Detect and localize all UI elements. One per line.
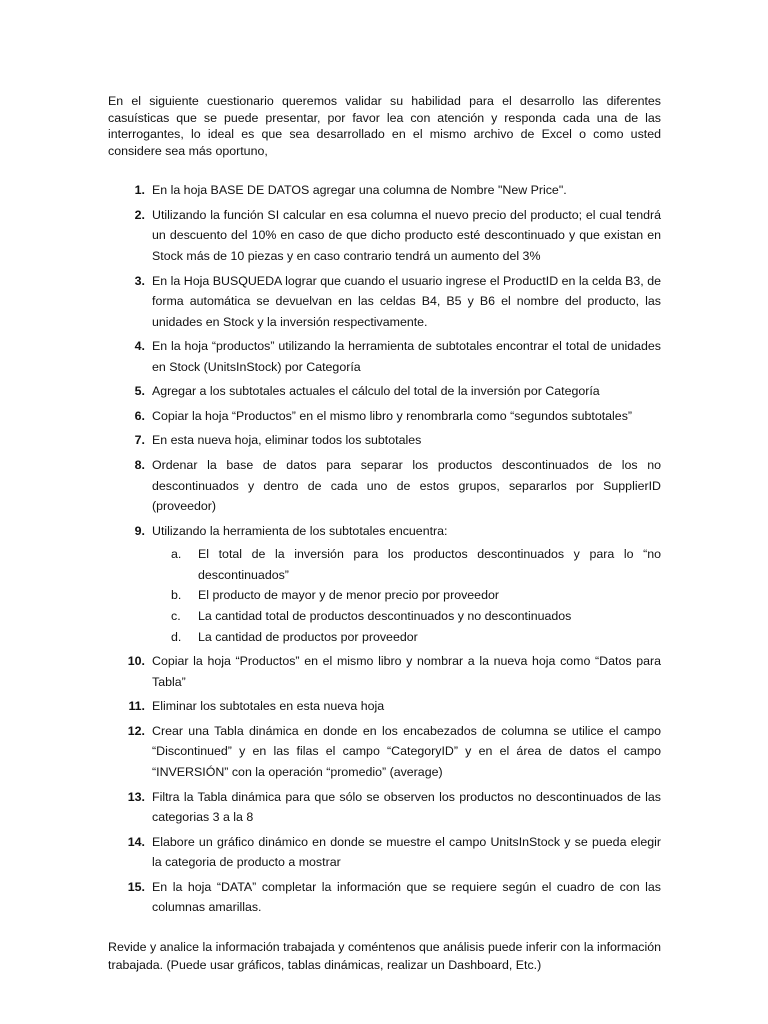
item-number: 1. bbox=[134, 183, 145, 198]
item-text: En la Hoja BUSQUEDA lograr que cuando el usuario ingrese el ProductID en la celda B3, de forma automática se devuelvan en las celdas B4, B5 y B6 el nombre del producto, las unidades en Stock y la inversión respectivamente. bbox=[152, 273, 661, 329]
list-item bbox=[125, 521, 661, 648]
sub-item-text: El producto de mayor y de menor precio por proveedor bbox=[198, 588, 499, 603]
item-number: 2. bbox=[134, 207, 145, 222]
list-item bbox=[125, 336, 661, 377]
list-item bbox=[125, 406, 661, 427]
item-number: 14. bbox=[127, 834, 145, 849]
item-number: 9. bbox=[134, 523, 145, 538]
list-item bbox=[125, 721, 661, 783]
list-item bbox=[125, 832, 661, 873]
sub-list-item bbox=[171, 606, 661, 627]
list-item bbox=[125, 180, 661, 201]
item-text: Agregar a los subtotales actuales el cálculo del total de la inversión por Categoría bbox=[152, 384, 600, 399]
item-text: Copiar la hoja “Productos” en el mismo libro y nombrar a la nueva hoja como “Datos para Tabla” bbox=[152, 654, 661, 689]
sub-list-item bbox=[171, 585, 661, 606]
sub-item-letter: b. bbox=[171, 588, 182, 603]
document-page bbox=[108, 93, 661, 975]
sub-item-text: La cantidad total de productos descontinuados y no descontinuados bbox=[198, 609, 572, 623]
item-text: En esta nueva hoja, eliminar todos los subtotales bbox=[152, 433, 422, 448]
sub-list-item bbox=[171, 627, 661, 648]
closing-paragraph: Revide y analice la información trabajada y coméntenos que análisis puede inferir con la información trabajada. (Puede usar gráficos, tablas dinámicas, realizar un Dashboard, Etc.) bbox=[108, 939, 661, 973]
list-item bbox=[125, 430, 661, 451]
item-number: 7. bbox=[134, 433, 145, 448]
intro-paragraph: En el siguiente cuestionario queremos validar su habilidad para el desarrollo las diferentes casuísticas que se puede presentar, por favor lea con atención y responda cada una de las interrogantes, lo ideal es que sea desarrollado en el mismo archivo de Excel o como usted considere sea más oportuno, bbox=[108, 94, 661, 158]
sub-item-text: La cantidad de productos por proveedor bbox=[198, 629, 418, 644]
item-number: 12. bbox=[127, 723, 145, 738]
item-number: 10. bbox=[127, 654, 145, 669]
item-text: Utilizando la herramienta de los subtotales encuentra: bbox=[152, 523, 448, 538]
item-number: 11. bbox=[128, 699, 145, 714]
sub-item-letter: a. bbox=[171, 547, 182, 562]
list-item bbox=[125, 381, 661, 402]
item-text: Elabore un gráfico dinámico en donde se muestre el campo UnitsInStock y se pueda elegir la categoria de producto a mostrar bbox=[152, 834, 661, 870]
item-number: 3. bbox=[134, 273, 145, 288]
sub-item-letter: c. bbox=[171, 609, 181, 623]
item-text: Crear una Tabla dinámica en donde en los encabezados de columna se utilice el campo “Discontinued” y en las filas el campo “CategoryID” y en el área de datos el campo “INVERSIÓN” con la operación “promedio” (average) bbox=[152, 723, 661, 779]
list-item bbox=[125, 787, 661, 828]
item-text: Copiar la hoja “Productos” en el mismo libro y renombrarla como “segundos subtotales” bbox=[152, 408, 633, 423]
item-number: 15. bbox=[127, 879, 145, 894]
list-item bbox=[125, 651, 661, 692]
list-item bbox=[125, 271, 661, 333]
item-text: En la hoja “DATA” completar la información que se requiere según el cuadro de con las columnas amarillas. bbox=[152, 879, 661, 915]
item-text: Utilizando la función SI calcular en esa columna el nuevo precio del producto; el cual tendrá un descuento del 10% en caso de que dicho producto esté descontinuado y que existan en Stock más de 10 piezas y en caso contrario tendrá un aumento del 3% bbox=[152, 207, 661, 263]
item-text: En la hoja BASE DE DATOS agregar una columna de Nombre "New Price". bbox=[152, 183, 567, 198]
item-number: 8. bbox=[134, 458, 145, 473]
item-text: En la hoja “productos” utilizando la herramienta de subtotales encontrar el total de unidades en Stock (UnitsInStock) por Categoría bbox=[152, 339, 661, 374]
item-text: Eliminar los subtotales en esta nueva hoja bbox=[152, 699, 385, 714]
item-text: Filtra la Tabla dinámica para que sólo se observen los productos no descontinuados de las categorias 3 a la 8 bbox=[152, 789, 661, 825]
list-item bbox=[125, 877, 661, 918]
list-item bbox=[125, 455, 661, 517]
sub-list-item bbox=[171, 544, 661, 585]
question-list bbox=[125, 180, 661, 917]
sub-list bbox=[171, 544, 661, 647]
item-number: 5. bbox=[134, 384, 145, 399]
sub-item-letter: d. bbox=[171, 629, 182, 644]
sub-item-text: El total de la inversión para los productos descontinuados y para lo “no descontinuados” bbox=[198, 547, 661, 582]
item-number: 4. bbox=[134, 339, 145, 354]
list-item bbox=[125, 696, 661, 717]
item-text: Ordenar la base de datos para separar los productos descontinuados de los no descontinuados y dentro de cada uno de estos grupos, separarlos por SupplierID (proveedor) bbox=[152, 458, 661, 514]
item-number: 13. bbox=[127, 789, 145, 804]
item-number: 6. bbox=[134, 408, 145, 423]
list-item bbox=[125, 205, 661, 267]
